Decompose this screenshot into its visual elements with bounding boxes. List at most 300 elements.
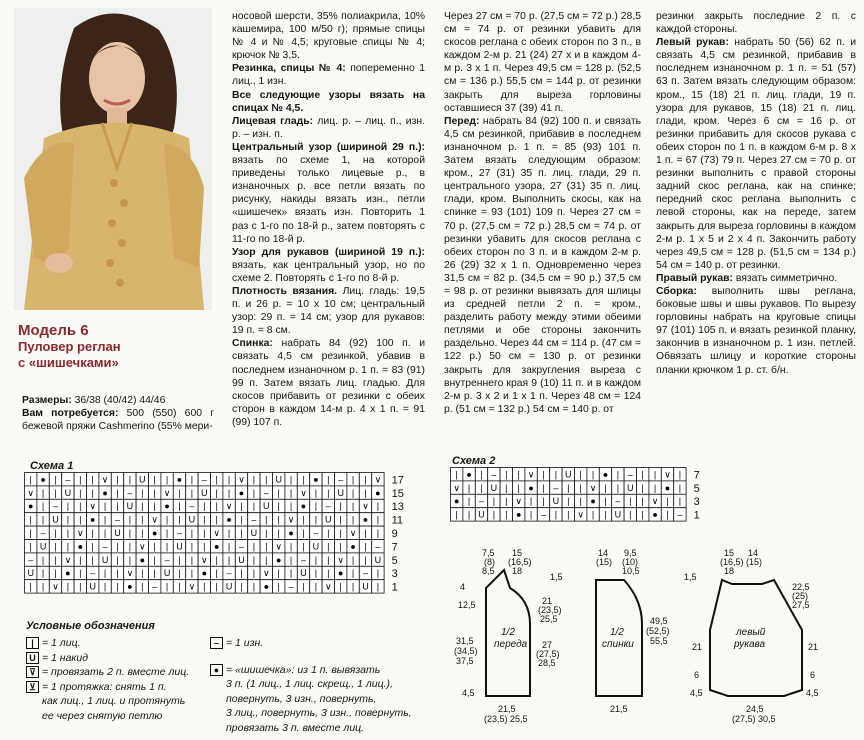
chart-cell-symbol: ∨ (77, 528, 84, 538)
chart-cell-symbol: | (79, 554, 82, 565)
chart-cell-symbol: | (542, 496, 545, 507)
chart-cell-symbol: | (29, 474, 32, 485)
scheme2-title: Схема 2 (452, 455, 496, 467)
chart-cell-symbol: | (364, 528, 367, 538)
chart-cell-symbol: | (505, 482, 508, 493)
sleeve-outline (710, 580, 802, 696)
chart-cell-symbol: | (128, 528, 132, 538)
chart-cell-symbol: U (27, 568, 34, 579)
front-dim-27-5: (27,5) (536, 649, 560, 659)
chart-cell-symbol: | (103, 514, 107, 525)
chart-cell-symbol: ∨ (275, 541, 282, 552)
chart-cell-symbol: | (591, 509, 595, 520)
chart-cell-symbol: U (126, 501, 134, 512)
chart-cell-symbol: ● (453, 496, 460, 507)
chart-cell-symbol: ● (213, 541, 220, 552)
front-dim-31-5: 31,5 (456, 636, 474, 646)
chart-cell-symbol: ∨ (577, 509, 584, 520)
sleeve-dim-4-5-right: 4,5 (806, 688, 819, 698)
chart-cell-symbol: – (325, 501, 331, 512)
chart-cell-symbol: | (190, 528, 194, 538)
chart-cell-symbol: | (327, 541, 330, 552)
chart-cell-symbol: ● (602, 469, 609, 480)
sleeve-pattern-value: вязать, как центральный узор, но по схеме 2. Повторять с 1-го по 8-й р. (232, 259, 425, 284)
model-title: Модель 6 (18, 322, 89, 339)
chart-cell-symbol: U (325, 514, 332, 525)
chart-cell-symbol: | (492, 496, 496, 507)
chart-cell-symbol: ∨ (527, 469, 535, 480)
chart-cell-symbol: | (215, 501, 218, 512)
chart-cell-symbol: – (127, 487, 133, 498)
chart-cell-symbol: | (653, 482, 657, 493)
chart-cell-symbol: ∨ (238, 474, 245, 485)
chart-cell-symbol: ● (176, 474, 183, 485)
chart-cell-symbol: ∨ (337, 554, 344, 565)
chart-cell-symbol: | (339, 528, 342, 538)
scheme2-chart (450, 467, 718, 523)
chart-cell-symbol: | (591, 469, 595, 480)
sleeve-dim-18: 18 (724, 566, 735, 576)
chart-cell-symbol: U (139, 474, 146, 485)
chart-row-number: 7 (391, 541, 398, 554)
chart-cell-symbol: | (467, 509, 471, 520)
chart-cell-symbol: U (614, 509, 622, 520)
chart-cell-symbol: | (376, 581, 380, 592)
chart-cell-symbol: | (579, 469, 582, 480)
chart-cell-symbol: | (678, 482, 682, 493)
chart-cell-symbol: ∨ (325, 581, 332, 592)
chart-cell-symbol: | (277, 501, 280, 512)
chart-cell-symbol: | (116, 554, 119, 565)
model-photo (14, 8, 212, 310)
chart-cell-symbol: ● (226, 514, 232, 525)
chart-cell-symbol: | (455, 469, 458, 480)
chart-cell-symbol: – (677, 509, 683, 520)
chart-cell-symbol: ● (337, 568, 344, 579)
chart-cell-symbol: | (79, 501, 82, 512)
chart-cell-symbol: U (374, 554, 382, 565)
purl-symbol: – (210, 637, 223, 649)
chart-cell-symbol: | (91, 528, 94, 538)
chart-cell-symbol: | (629, 496, 632, 507)
chart-cell-symbol: | (153, 541, 156, 552)
chart-cell-symbol: ● (139, 554, 146, 565)
stockinette-value: лиц. р. – лиц. п., изн. р. – изн. п. (232, 115, 425, 140)
chart-cell-symbol: ● (89, 514, 96, 525)
chart-cell-symbol: ∨ (52, 581, 59, 592)
chart-cell-symbol: | (314, 514, 318, 525)
chart-cell-symbol: ● (27, 501, 34, 512)
chart-cell-symbol: | (141, 514, 144, 525)
chart-cell-symbol: ∨ (27, 487, 34, 498)
chart-cell-symbol: | (91, 487, 94, 498)
chart-cell-symbol: | (41, 581, 45, 592)
chart-cell-symbol: | (327, 487, 330, 498)
chart-cell-symbol: | (240, 581, 243, 592)
chart-cell-symbol: | (116, 501, 119, 512)
chart-cell-symbol: | (91, 474, 94, 485)
chart-cell-symbol: | (289, 474, 293, 485)
chart-cell-symbol: | (542, 469, 545, 480)
chart-cell-symbol: ● (65, 568, 71, 579)
chart-cell-symbol: – (52, 501, 59, 512)
chart-cell-symbol: ∨ (201, 554, 208, 565)
chart-cell-symbol: | (128, 541, 132, 552)
front-dim-23-5: (23,5) (538, 605, 562, 615)
chart-cell-symbol: | (364, 474, 367, 485)
chart-cell-symbol: | (339, 501, 342, 512)
right-sleeve-label: Правый рукав: (656, 272, 733, 284)
chart-cell-symbol: – (338, 474, 344, 485)
chart-cell-symbol: – (627, 469, 633, 480)
chart-cell-symbol: ● (664, 482, 671, 493)
sleeve-pattern-label: Узор для рукавов (шириной 19 п.): (232, 246, 425, 258)
chart-cell-symbol: | (314, 568, 318, 579)
model-subtitle-line1: Пуловер реглан (18, 339, 121, 354)
chart-cell-symbol: | (455, 509, 458, 520)
left-sleeve-label: Левый рукав: (656, 37, 729, 49)
chart-cell-symbol: | (165, 581, 169, 592)
chart-row-number: 17 (391, 474, 404, 487)
front-dim-27: 27 (542, 640, 553, 650)
chart-cell-symbol: – (251, 514, 257, 525)
chart-cell-symbol: | (203, 541, 206, 552)
chart-cell-symbol: | (252, 581, 256, 592)
front-dim-34-5: (34,5) (454, 646, 478, 656)
chart-cell-symbol: ● (362, 514, 369, 525)
chart-cell-symbol: | (302, 514, 305, 525)
chart-cell-symbol: U (188, 514, 196, 525)
chart-cell-symbol: | (29, 541, 32, 552)
chart-cell-symbol: ∨ (139, 541, 146, 552)
chart-cell-symbol: | (327, 474, 330, 485)
chart-cell-symbol: | (29, 581, 32, 592)
chart-cell-symbol: | (227, 528, 231, 538)
sleeve-dim-27-5c: (27,5) 30,5 (732, 714, 776, 724)
chart-cell-symbol: – (189, 501, 195, 512)
front-dim-21: 21 (542, 596, 553, 606)
chart-cell-symbol: ∨ (300, 487, 307, 498)
chart-cell-symbol: | (128, 514, 132, 525)
chart-cell-symbol: | (480, 469, 483, 480)
chart-cell-symbol: | (190, 487, 194, 498)
knit-symbol: | (26, 637, 39, 649)
chart-cell-symbol: | (190, 568, 194, 579)
chart-cell-symbol: | (203, 528, 206, 538)
legend-bobble-4: 3 лиц., повернуть, 3 изн., повернуть, (226, 707, 412, 719)
chart-cell-symbol: – (226, 568, 232, 579)
chart-cell-symbol: | (492, 509, 496, 520)
chart-cell-symbol: | (604, 496, 607, 507)
chart-cell-symbol: | (302, 528, 305, 538)
chart-cell-symbol: | (666, 509, 669, 520)
chart-cell-symbol: | (252, 554, 256, 565)
sleeve-dim-1-5: 1,5 (684, 572, 697, 582)
chart-cell-symbol: | (252, 568, 256, 579)
front-dim-23-5b: (23,5) 25,5 (484, 714, 528, 724)
chart-cell-symbol: | (41, 514, 45, 525)
chart-cell-symbol: | (141, 568, 144, 579)
chart-cell-symbol: | (351, 487, 355, 498)
front-dim-16-5: (16,5) (508, 557, 532, 567)
front-name: переда (494, 639, 528, 650)
chart-cell-symbol: | (629, 509, 632, 520)
sizes-value: 36/38 (40/42) 44/46 (74, 395, 166, 406)
chart-cell-symbol: – (491, 469, 497, 480)
left-sleeve-value: набрать 50 (56) 62 п. и связать 4,5 см резинкой, прибавив в последнем изнаночном р. 1 п. = 51 (57) 63 п. Затем вязать следующим образом: кром., 15 (18) 21 п. лиц. глади, 19 п. узора для рукавов, 15 (18) 21 п. лиц. глади, кром. Через 6 см = 16 р. от резинки прибавить для скосов рукава с обеих сторон по 1 п. в каждом 6-м р. 8 х 1 п. = 67 (73) 79 п. Через 27 см = 70 р. от резинки выполнить с правой стороны задний скос реглана, как на спинке; передний скос реглана выполнить с левой стороны, как на переде, затем закрыть для выреза горловины в каждом 2-м р. 1 х 5 и 2 х 4 п. Закончить работу через 49,5 см = 128 р. (51,5 см = 134 р.) 54 см = 140 р. от резинки. (656, 37, 856, 271)
chart-cell-symbol: – (201, 474, 207, 485)
chart-cell-symbol: | (141, 501, 144, 512)
front-label: Перед: (444, 115, 480, 127)
chart-cell-symbol: | (79, 487, 82, 498)
sizes-label: Размеры: (22, 395, 72, 406)
chart-cell-symbol: | (542, 482, 545, 493)
chart-cell-symbol: ● (102, 487, 108, 498)
chart-cell-symbol: | (302, 541, 305, 552)
chart-cell-symbol: | (41, 568, 45, 579)
front-dim-8-5: 8,5 (482, 566, 495, 576)
chart-cell-symbol: ∨ (163, 487, 171, 498)
chart-cell-symbol: ∨ (188, 581, 196, 592)
chart-cell-symbol: | (554, 509, 558, 520)
sleeve-dim-16-5: (16,5) (720, 557, 744, 567)
back-dim-49-5: 49,5 (650, 616, 668, 626)
chart-cell-symbol: | (289, 487, 293, 498)
front-value: набрать 84 (92) 100 п. и связать 4,5 см резинкой, прибавив в последнем изнаночном р. 1 п. = 85 (93) 101 п. Затем вязать следующим образом: кром., 27 (31) 35 п. лиц. глади, 29 п. центрального узора, 27 (31) 35 п. лиц. глади, кром. Выполнить скосы, как на спинке = 93 (101) 109 п. Через 27 см = 70 р. (27,5 см = 72 р.) 28,5 см = 74 р. от резинки убавить для скосов реглана с обеих сторон по 3 п. и в каждом 2-м р. 26 (29) 32 х 1 п. Одновременно через 31,5 см = 82 р. (34,5 см = 90 р.) 37,5 см = 98 р. от резинки вывязать для шлицы из средней петли 2 п. = кром., разделить работу между этими обеими петлями и обе стороны закончить раздельно. Через 44 см = 114 р. (47 см = 122 р.) 50 см = 130 р. от резинки закрыть для закругления выреза с внутреннего края 9 (10) 11 п. и в каждом 2-м р. 3 х 2 и 1 х 1 п. Через 48 см = 124 р. (51 см = 132 р.) 54 см = 140 р. от (444, 115, 642, 415)
chart-cell-symbol: | (277, 514, 280, 525)
chart-cell-symbol: U (337, 487, 344, 498)
chart-cell-symbol: U (176, 541, 183, 552)
chart-cell-symbol: ● (300, 501, 307, 512)
chart-cell-symbol: | (376, 568, 380, 579)
model-caption (18, 322, 218, 371)
chart-cell-symbol: ∨ (287, 514, 295, 525)
instructions-column-3 (656, 10, 856, 377)
chart-cell-symbol: | (265, 554, 268, 565)
instructions-column-1 (232, 10, 425, 429)
chart-cell-symbol: | (215, 554, 218, 565)
model-subtitle-line2: с «шишечками» (18, 355, 119, 370)
chart-cell-symbol: | (41, 554, 45, 565)
chart-cell-symbol: | (215, 487, 218, 498)
chart-cell-symbol: ∨ (263, 568, 270, 579)
chart-cell-symbol: | (289, 541, 293, 552)
skp-symbol: ⊻ (26, 681, 39, 693)
chart-cell-symbol: | (364, 554, 367, 565)
chart-cell-symbol: U (225, 581, 233, 592)
chart-cell-symbol: | (79, 568, 82, 579)
front-dim-12-5: 12,5 (458, 600, 476, 610)
chart-cell-symbol: | (153, 501, 156, 512)
chart-cell-symbol: ∨ (225, 501, 233, 512)
chart-cell-symbol: – (176, 528, 183, 538)
assembly-value: выполнить швы реглана, боковые швы и швы рукавов. По вырезу горловины набрать на круговые спицы 97 (101) 105 п. и вязать резинкой планку, закончив в изнаночном р. 1 изн. петлей. Обвязать шлицу и короткие стороны планки крючком 1 р. ст. б/н. (656, 285, 857, 376)
chart-cell-symbol: ● (164, 501, 170, 512)
legend-bobble-5: провязать 3 п. вместе лиц. (226, 721, 365, 734)
back-dim-14: 14 (598, 548, 609, 558)
chart-cell-symbol: – (152, 581, 158, 592)
chart-cell-symbol: ● (77, 541, 84, 552)
front-dim-4: 4 (460, 582, 466, 592)
chart-cell-symbol: ∨ (349, 528, 357, 538)
chart-cell-symbol: | (641, 482, 644, 493)
chart-cell-symbol: | (567, 509, 570, 520)
chart-cell-symbol: | (227, 474, 231, 485)
chart-cell-symbol: ∨ (453, 482, 460, 493)
chart-cell-symbol: | (41, 487, 45, 498)
chart-cell-symbol: | (141, 581, 144, 592)
legend-bobble-2: 3 п. (1 лиц., 1 лиц. скрещ., 1 лиц.), (226, 678, 393, 690)
chart-cell-symbol: | (103, 568, 107, 579)
chart-cell-symbol: | (480, 482, 483, 493)
chart-cell-symbol: | (54, 568, 57, 579)
chart-cell-symbol: | (141, 487, 144, 498)
chart-row-number: 1 (693, 509, 700, 522)
chart-cell-symbol: | (203, 514, 206, 525)
all-patterns-note: Все следующие узоры вязать на спицах № 4,5. (232, 89, 425, 114)
chart-cell-symbol: | (339, 541, 342, 552)
chart-cell-symbol: | (153, 554, 156, 565)
chart-cell-symbol: | (653, 469, 657, 480)
chart-cell-symbol: U (64, 487, 72, 498)
chart-cell-symbol: ● (515, 509, 522, 520)
front-dim-4-5: 4,5 (462, 688, 475, 698)
chart-cell-symbol: U (627, 482, 634, 493)
chart-cell-symbol: | (141, 528, 144, 538)
chart-cell-symbol: ∨ (89, 501, 96, 512)
chart-cell-symbol: | (203, 581, 206, 592)
chart-cell-symbol: | (351, 568, 355, 579)
chart-cell-symbol: ∨ (374, 474, 382, 485)
right-sleeve-value: вязать симметрично. (735, 272, 838, 284)
sleeve-dim-6-left: 6 (694, 670, 700, 680)
chart-cell-symbol: | (314, 554, 318, 565)
chart-cell-symbol: | (79, 474, 82, 485)
chart-cell-symbol: | (616, 469, 620, 480)
density-value: Лиц. гладь: 19,5 п. и 26 р. = 10 х 10 см; центральный узор: 29 п. = 14 см; узор для рукавов: 19 п. = 8 см. (232, 285, 425, 337)
chart-cell-symbol: U (300, 568, 307, 579)
chart-row-number: 1 (391, 581, 398, 594)
legend-bobble-1: = «шишечка»: из 1 п. вывязать (226, 663, 381, 676)
chart-cell-symbol: | (505, 509, 508, 520)
chart-cell-symbol: ● (127, 581, 133, 592)
scheme1-chart (24, 472, 424, 596)
chart-cell-symbol: | (579, 496, 582, 507)
chart-cell-symbol: | (277, 528, 280, 538)
legend-yarn-over: = 1 накид (42, 651, 89, 664)
chart-cell-symbol: U (201, 487, 208, 498)
chart-cell-symbol: | (678, 496, 682, 507)
chart-cell-symbol: | (351, 581, 355, 592)
chart-cell-symbol: ● (288, 528, 294, 538)
chart-cell-symbol: | (327, 554, 330, 565)
chart-cell-symbol: | (554, 469, 558, 480)
front-dim-1-5: 1,5 (550, 572, 563, 582)
chart-cell-symbol: | (190, 541, 194, 552)
chart-cell-symbol: | (128, 554, 132, 565)
chart-cell-symbol: – (90, 568, 96, 579)
sleeve-dim-14: 14 (748, 548, 759, 558)
chart-cell-symbol: | (289, 501, 293, 512)
chart-cell-symbol: | (79, 581, 82, 592)
chart-cell-symbol: – (65, 474, 71, 485)
chart-cell-symbol: U (552, 496, 560, 507)
chart-cell-symbol: | (339, 514, 342, 525)
front-dim-28-5: 28,5 (538, 658, 556, 668)
chart-cell-symbol: ∨ (651, 496, 659, 507)
sleeve-dim-4-5-left: 4,5 (690, 688, 703, 698)
chart-cell-symbol: | (678, 469, 682, 480)
chart-cell-symbol: | (252, 541, 256, 552)
chart-cell-symbol: U (362, 581, 369, 592)
chart-cell-symbol: U (101, 554, 109, 565)
chart-cell-symbol: ● (275, 554, 282, 565)
model-photo-illustration (14, 8, 212, 310)
chart-cell-symbol: | (240, 568, 243, 579)
rib-value: попеременно 1 лиц., 1 изн. (232, 63, 425, 88)
back-title: 1/2 (610, 627, 624, 638)
chart-cell-symbol: | (517, 469, 520, 480)
chart-row-number: 9 (391, 528, 398, 540)
chart-cell-symbol: | (178, 514, 181, 525)
chart-cell-symbol: | (376, 501, 380, 512)
chart-cell-symbol: | (215, 474, 218, 485)
chart-cell-symbol: – (478, 496, 485, 507)
chart-cell-symbol: | (364, 487, 367, 498)
chart-cell-symbol: | (227, 554, 231, 565)
front-title: 1/2 (501, 627, 515, 638)
sleeve-name-1: левый (736, 627, 766, 638)
chart-cell-symbol: | (327, 528, 330, 538)
scheme2-grid (450, 467, 718, 523)
chart-cell-symbol: | (641, 496, 644, 507)
chart-cell-symbol: | (376, 528, 380, 538)
pattern-diagrams (446, 540, 860, 736)
chart-cell-symbol: | (54, 487, 57, 498)
legend-knit: = 1 лиц. (42, 637, 81, 649)
yarn-over-symbol: U (26, 652, 39, 664)
chart-cell-symbol: ● (151, 528, 158, 538)
chart-cell-symbol: U (275, 474, 282, 485)
back-dim-15: (15) (596, 557, 613, 567)
back-outline (596, 580, 642, 696)
chart-cell-symbol: | (178, 501, 181, 512)
front-dim-15: 15 (512, 548, 523, 558)
legend-skp-1: = 1 протяжка: снять 1 п. (42, 680, 167, 693)
legend-purl: = 1 изн. (226, 637, 264, 649)
chart-cell-symbol: | (54, 541, 57, 552)
chart-cell-symbol: | (165, 541, 169, 552)
chart-cell-symbol: ∨ (64, 554, 72, 565)
chart-cell-symbol: | (376, 514, 380, 525)
legend-col-1 (26, 636, 216, 723)
chart-cell-symbol: | (567, 496, 570, 507)
sleeve-dim-15b: (15) (746, 557, 763, 567)
chart-cell-symbol: | (215, 568, 218, 579)
front-dim-21-5: 21,5 (498, 704, 516, 714)
rib-label: Резинка, спицы № 4: (232, 63, 346, 75)
sleeve-dim-21-right: 21 (808, 642, 819, 652)
chart-row-number: 3 (693, 496, 700, 509)
chart-cell-symbol: | (604, 482, 607, 493)
chart-cell-symbol: | (567, 482, 570, 493)
chart-cell-symbol: | (666, 496, 669, 507)
chart-cell-symbol: | (265, 514, 268, 525)
chart-cell-symbol: ∨ (101, 474, 109, 485)
sleeve-dim-6-right: 6 (810, 670, 816, 680)
chart-cell-symbol: | (66, 528, 70, 538)
chart-cell-symbol: | (289, 554, 293, 565)
